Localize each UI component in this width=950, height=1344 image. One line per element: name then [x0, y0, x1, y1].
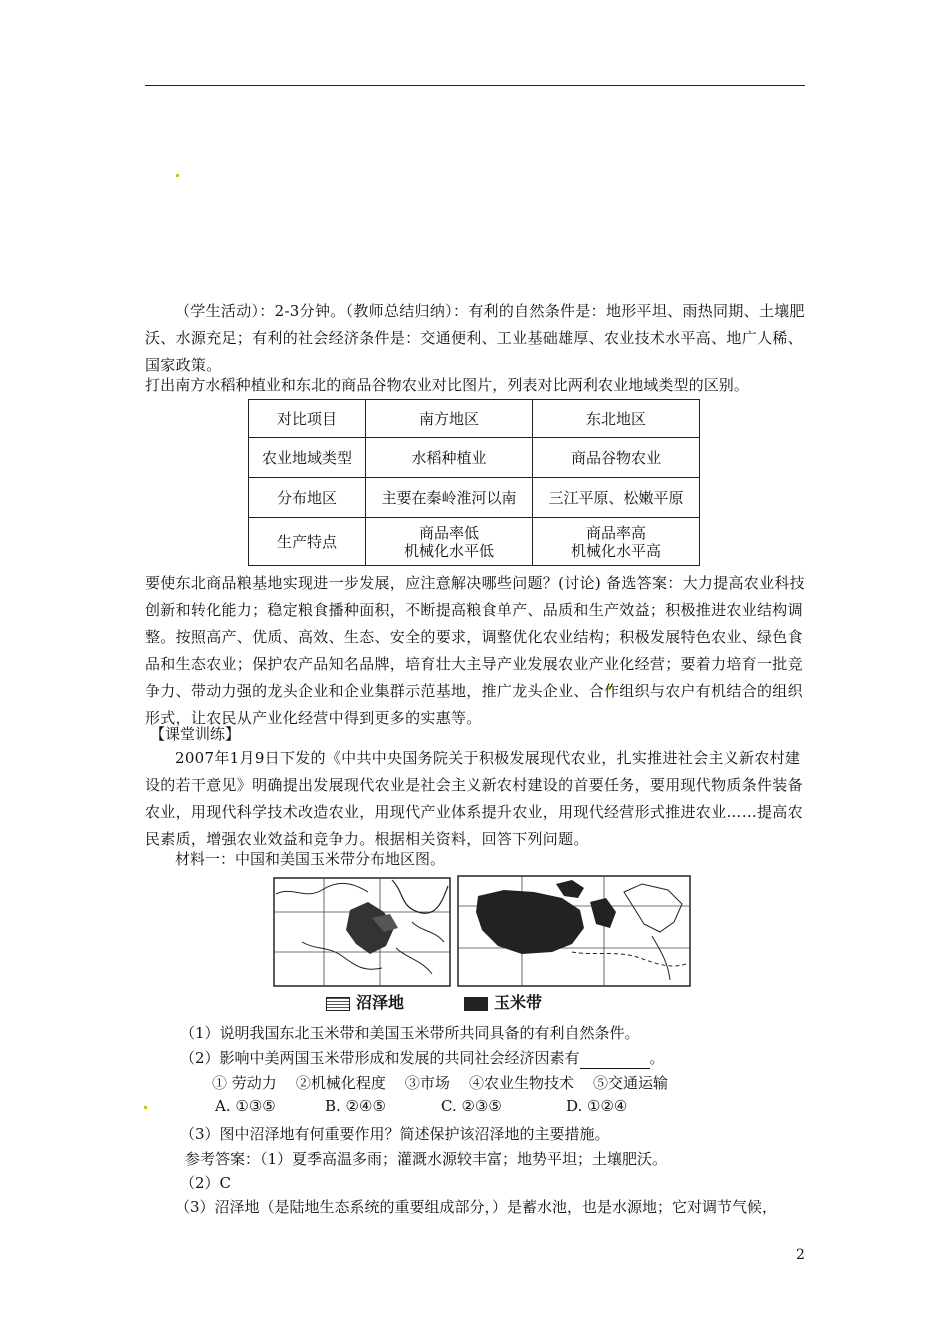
corn-belt-maps: [272, 872, 692, 990]
material-label: 材料一：中国和美国玉米带分布地区图。: [175, 850, 446, 868]
table-cell: 主要在秦岭淮河以南: [366, 478, 533, 518]
table-row: [249, 518, 700, 566]
header-cell: 东北地区: [533, 400, 700, 438]
table-cell: 生产特点: [249, 518, 366, 566]
option-b: B. ②④⑤: [325, 1097, 386, 1115]
table-cell: 商品谷物农业: [533, 438, 700, 478]
discussion-paragraph: 要使东北商品粮基地实现进一步发展，应注意解决哪些问题？(讨论) 备选答案：大力提高农业科技创新和转化能力；稳定粮食播种面积，不断提高粮食单产、品质和生产效益；积极推进农业结构调整。按照高产、优质、高效、生态、安全的要求，调整优化农业结构；积极发展特色农业、绿色食品和生态农业；保护农产品知名品牌，培育壮大主导产业发展农业产业化经营；要着力培育一批竞争力、带动力强的龙头企业和企业集群示范基地，推广龙头企业、合作组织与农户有机结合的组织形式，让农民从产业化经营中得到更多的实惠等。: [145, 574, 805, 727]
table-cell: [533, 518, 700, 566]
answer-2: （2）C: [180, 1174, 232, 1192]
cell-line: 商品率低: [418, 523, 479, 542]
question-3: （3）图中沼泽地有何重要作用？简述保护该沼泽地的主要措施。: [180, 1125, 610, 1143]
question-2-factors: ① 劳动力 ②机械化程度 ③市场 ④农业生物技术 ⑤交通运输: [212, 1074, 669, 1092]
option-c: C. ②③⑤: [441, 1097, 502, 1115]
option-a: A. ①③⑤: [215, 1097, 276, 1115]
china-map: [274, 878, 450, 986]
header-cell: 对比项目: [249, 400, 366, 438]
marsh-swatch-icon: [326, 997, 350, 1011]
training-intro: 2007年1月9日下发的《中共中央国务院关于积极发展现代农业，扎实推进社会主义新农村建设的若干意见》明确提出发展现代农业是社会主义新农村建设的首要任务，要用现代物质条件装备农业，用现代科学技术改造农业，用现代产业体系提升农业，用现代经营形式推进农业……提高农民素质，增强农业效益和竞争力。根据相关资料，回答下列问题。: [145, 749, 803, 848]
answer-blank: [580, 1052, 650, 1069]
table-cell: 三江平原、松嫩平原: [533, 478, 700, 518]
legend-corn: [464, 990, 542, 1013]
cell-line: 机械化水平高: [570, 541, 661, 560]
question-2-text: （2）影响中美两国玉米带形成和发展的共同社会经济因素有: [180, 1049, 580, 1067]
speck: [144, 1106, 147, 1109]
speck: [176, 174, 179, 177]
legend-marsh: [326, 990, 404, 1013]
answer-3: （3）沼泽地（是陆地生态系统的重要组成部分，）是蓄水池，也是水源地；它对调节气候，: [175, 1198, 778, 1216]
table-cell: 农业地域类型: [249, 438, 366, 478]
option-d: D. ①②④: [566, 1097, 628, 1115]
legend-label: 玉米带: [494, 993, 543, 1012]
question-2: [180, 1047, 665, 1069]
cell-line: 商品率高: [585, 523, 646, 542]
question-2-end: 。: [649, 1049, 665, 1067]
table-cell: [366, 518, 533, 566]
usa-map: [458, 876, 690, 986]
question-1: （1）说明我国东北玉米带和美国玉米带所共同具备的有利自然条件。: [180, 1024, 640, 1042]
table-intro: 打出南方水稻种植业和东北的商品谷物农业对比图片，列表对比两利农业地域类型的区别。: [145, 376, 750, 394]
table-cell: 分布地区: [249, 478, 366, 518]
table-row: [249, 478, 700, 518]
header-cell: 南方地区: [366, 400, 533, 438]
header-rule: [145, 85, 805, 86]
activity-paragraph: （学生活动）：2-3分钟。（教师总结归纳）：有利的自然条件是：地形平坦、雨热同期、土壤肥沃、水源充足；有利的社会经济条件是：交通便利、工业基础雄厚、农业技术水平高、地广人稀、国家政策。: [145, 302, 805, 374]
cell-line: 机械化水平低: [403, 541, 494, 560]
legend-label: 沼泽地: [356, 993, 405, 1012]
corn-swatch-icon: [464, 997, 488, 1011]
table-header-row: [249, 400, 700, 438]
answer-1: 参考答案：（1）夏季高温多雨；灌溉水源较丰富；地势平坦；土壤肥沃。: [185, 1150, 668, 1168]
table-row: [249, 438, 700, 478]
page-number: 2: [796, 1247, 805, 1263]
section-heading: 【课堂训练】: [150, 725, 241, 743]
table-cell: 水稻种植业: [366, 438, 533, 478]
comparison-table: [248, 399, 700, 566]
